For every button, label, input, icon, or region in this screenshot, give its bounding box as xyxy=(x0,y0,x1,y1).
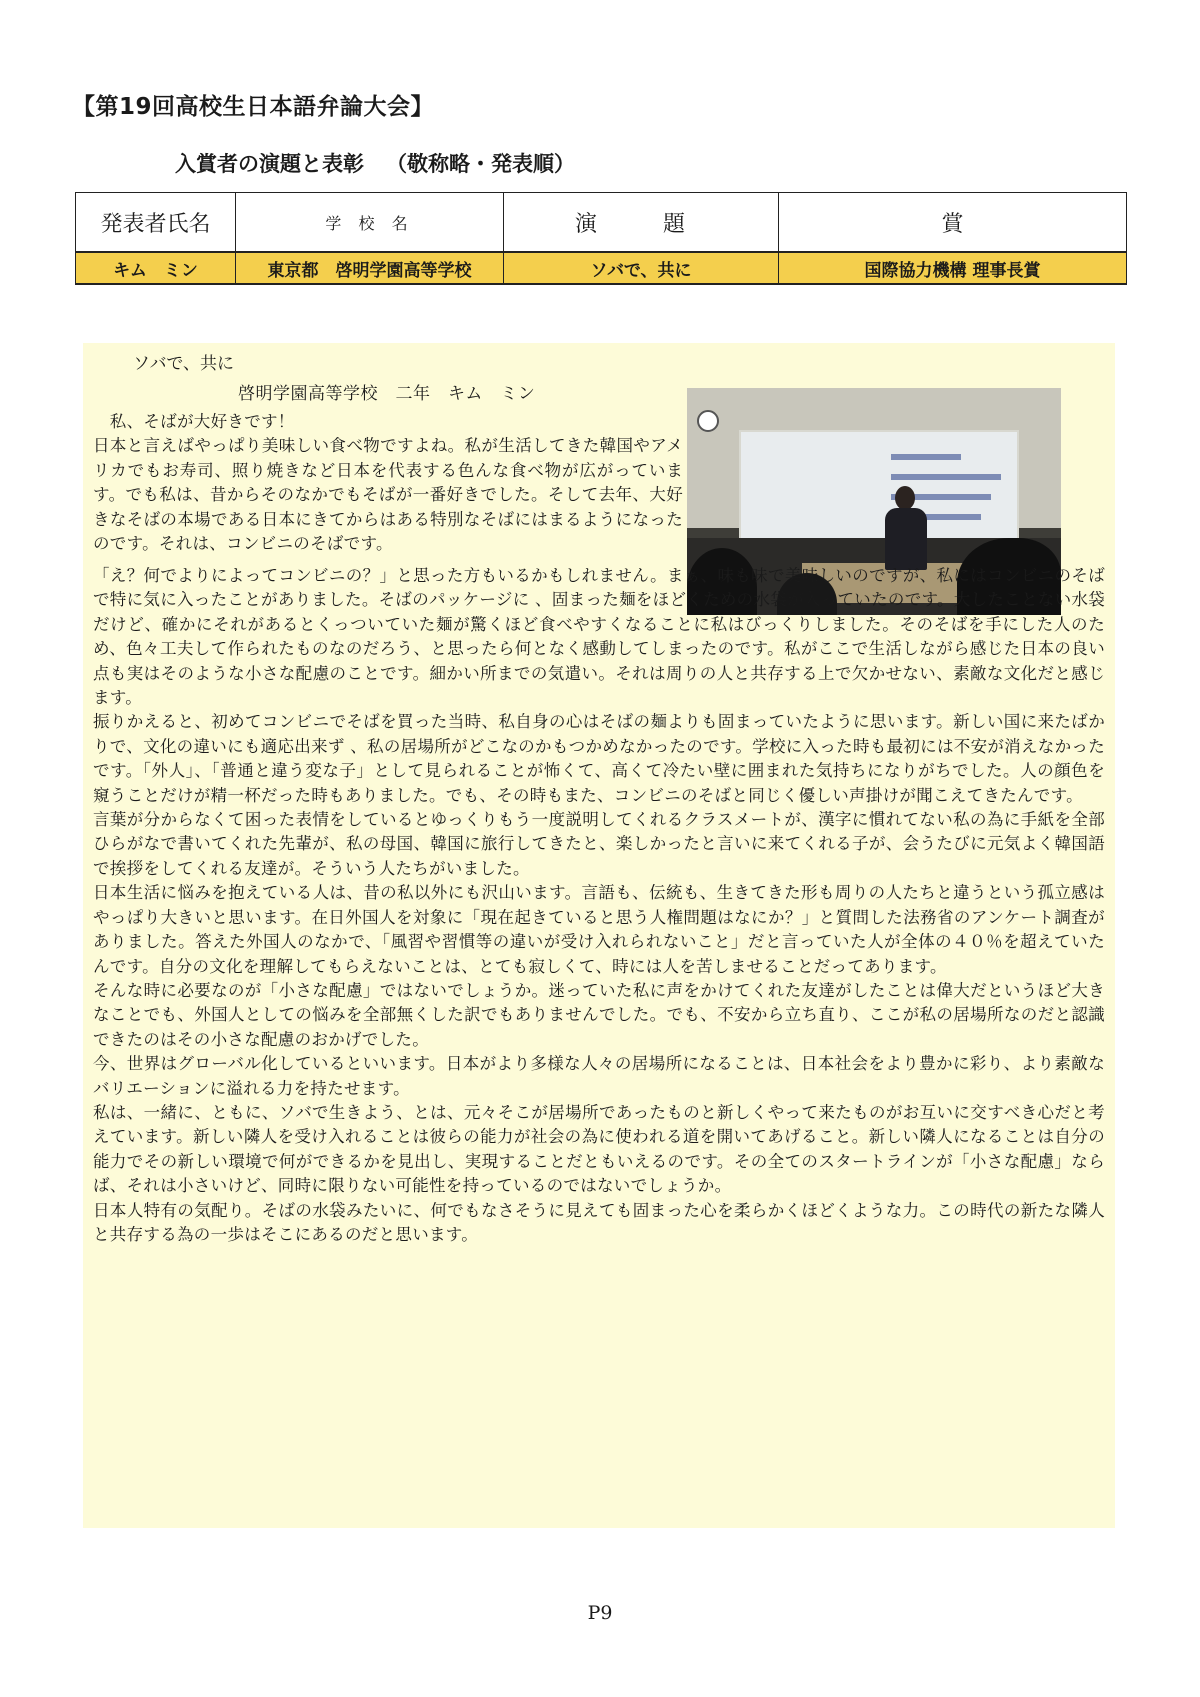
speech-text-intro xyxy=(93,410,683,556)
speech-paragraph: 私、そばが大好きです！ xyxy=(93,412,295,431)
cell-presenter: キム ミン xyxy=(76,252,236,284)
speech-title: ソバで、共に xyxy=(133,354,234,374)
table-row xyxy=(76,252,1127,284)
speech-author: 啓明学園高等学校 二年 キム ミン xyxy=(238,384,536,404)
section-subtitle xyxy=(175,148,575,178)
page-title: 【第19回高校生日本語弁論大会】 xyxy=(72,94,435,120)
speech-text-body xyxy=(93,564,1105,1247)
speech-paragraph: 日本生活に悩みを抱えている人は、昔の私以外にも沢山います。言語も、伝統も、生きてきた形も周りの人たちと違うという孤立感はやっぱり大きいと思います。在日外国人を対象に「現在起きていると思う人権問題はなにか？」と質問した法務省のアンケート調査がありました。答えた外国人のなかで、「風習や習慣等の違いが受け入れられないこと」だと言っていた人が全体の４０％を超えていたんです。自分の文化を理解してもらえないことは、とても寂しくて、時には人を苦しませることだってあります。 xyxy=(93,883,1105,976)
page-number: P9 xyxy=(587,1602,613,1624)
cell-award: 国際協力機構 理事長賞 xyxy=(779,252,1127,284)
table-header-row xyxy=(76,193,1127,253)
header-topic: 演 題 xyxy=(504,193,779,253)
speech-paragraph: 日本人特有の気配り。そばの水袋みたいに、何でもなさそうに見えても固まった心を柔らかくほどくような力。この時代の新たな隣人と共存する為の一歩はそこにあるのだと思います。 xyxy=(93,1200,1105,1244)
awards-table xyxy=(75,192,1127,285)
subtitle-text: 入賞者の演題と表彰 xyxy=(175,152,364,176)
clock-icon xyxy=(697,410,719,432)
screen-text-line xyxy=(891,474,1001,480)
speech-paragraph: 今、世界はグローバル化しているといいます。日本がより多様な人々の居場所になることは、日本社会をより豊かに彩り、より素敵なバリエーションに溢れる力を持たせます。 xyxy=(93,1054,1105,1098)
subtitle-note: （敬称略・発表順） xyxy=(386,152,575,176)
header-presenter: 発表者氏名 xyxy=(76,193,236,253)
speech-paragraph: 振りかえると、初めてコンビニでそばを買った当時、私自身の心はそばの麺よりも固まっていたように思います。新しい国に来たばかりで、文化の違いにも適応出来ず 、私の居場所がどこなのかもつかめなかったのです。学校に入った時も最初には不安が消えなかったです。「外人」、「普通と違う変な子」として見られることが怖くて、高くて冷たい壁に囲まれた気持ちになりがちでした。人の顔色を窺うことだけが精一杯だった時もありました。でも、その時もまた、コンビニのそばと同じく優しい声掛けが聞こえてきたんです。 xyxy=(93,712,1105,805)
speech-box xyxy=(83,343,1115,1528)
speech-paragraph: 私は、一緒に、ともに、ソバで生きよう、とは、元々そこが居場所であったものと新しくやって来たものがお互いに交すべき心だと考えています。新しい隣人を受け入れることは彼らの能力が社会の為に使われる道を開いてあげること。新しい隣人になることは自分の能力でその新しい環境で何ができるかを見出し、実現することだともいえるのです。その全てのスタートラインが「小さな配慮」ならば、それは小さいけど、同時に限りない可能性を持っているのではないでしょうか。 xyxy=(93,1102,1105,1196)
screen-text-line xyxy=(891,454,961,460)
cell-topic: ソバで、共に xyxy=(504,252,779,284)
speech-paragraph: そんな時に必要なのが「小さな配慮」ではないでしょうか。迷っていた私に声をかけてくれた友達がしたことは偉大だというほど大きなことでも、外国人としての悩みを全部無くした訳でもありませんでした。でも、不安から立ち直り、ここが私の居場所なのだと認識できたのはその小さな配慮のおかげでした。 xyxy=(93,980,1105,1049)
speaker-head xyxy=(895,486,915,510)
header-school: 学 校 名 xyxy=(236,193,504,253)
speech-paragraph: 言葉が分からなくて困った表情をしているとゆっくりもう一度説明してくれるクラスメートが、漢字に慣れてない私の為に手紙を全部ひらがなで書いてくれた先輩が、私の母国、韓国に旅行してきたと、楽しかったと言いに来てくれる子が、会うたびに元気よく韓国語で挨拶をしてくれる友達が。そういう人たちがいました。 xyxy=(93,810,1105,878)
speech-paragraph: 日本と言えばやっぱり美味しい食べ物ですよね。私が生活してきた韓国やアメリカでもお寿司、照り焼きなど日本を代表する色んな食べ物が広がっています。でも私は、昔からそのなかでもそばが一番好きでした。そして去年、大好きなそばの本場である日本にきてからはある特別なそばにはまるようになったのです。それは、コンビニのそばです。 xyxy=(93,436,683,554)
speaker-body xyxy=(885,508,927,570)
cell-school: 東京都 啓明学園高等学校 xyxy=(236,252,504,284)
projector-screen xyxy=(739,430,1019,549)
speech-paragraph: 「え？何でよりによってコンビニの？」と思った方もいるかもしれません。まぁ、味も味で美味しいのですが、私にはコンビニのそばで特に気に入ったことがありました。そばのパッケージに 、固まった麺をほどくための水袋が入っていたのです。大したことない水袋だけど、確かにそれがあるとくっついていた麺が驚くほど食べやすくなることに私はびっくりしました。そのそばを手にした人のため、色々工夫して作られたものなのだろう、と思ったら何となく感動してしまったのです。私がここで生活しながら感じた日本の良い点も実はそのような小さな配慮のことです。細かい所までの気遣い。それは周りの人と共存する上で欠かせない、素敵な文化だと感じます。 xyxy=(93,566,1105,708)
header-award: 賞 xyxy=(779,193,1127,253)
